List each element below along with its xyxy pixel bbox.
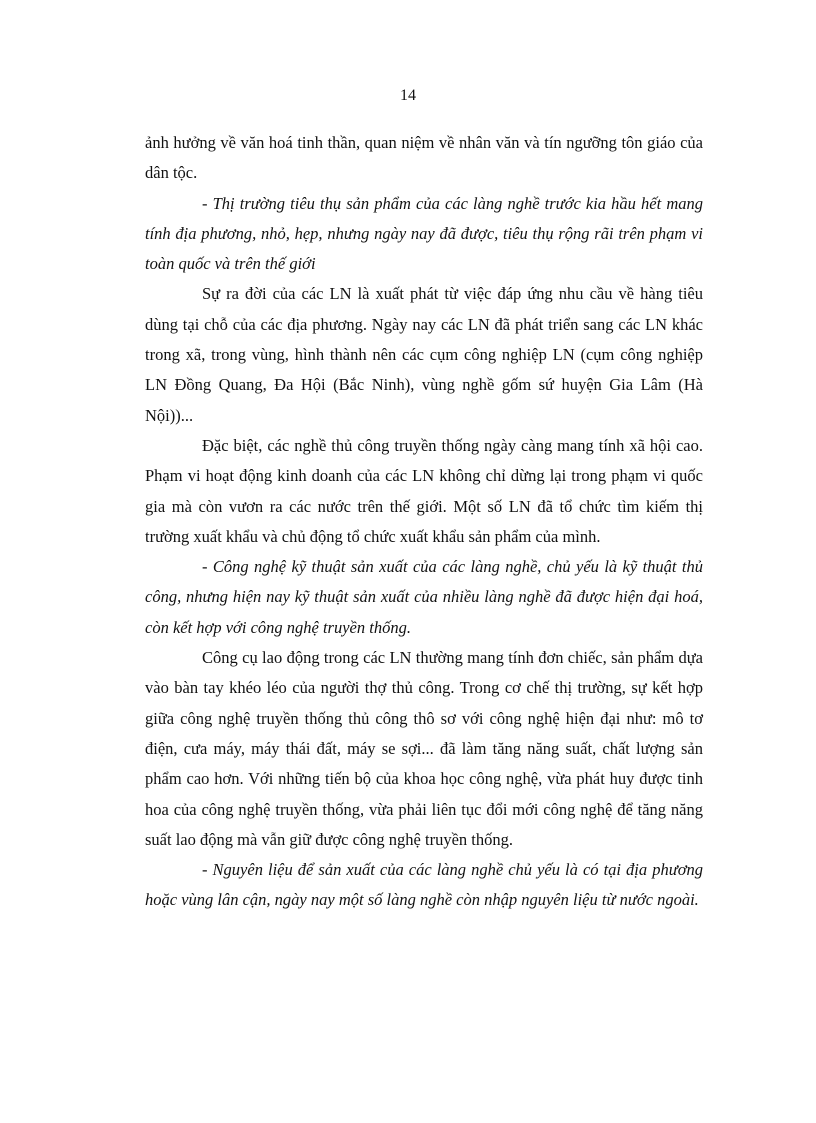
document-body bbox=[145, 128, 703, 916]
paragraph-continuation: ảnh hưởng về văn hoá tinh thần, quan niệm về nhân văn và tín ngưỡng tôn giáo của dân tộc. bbox=[145, 133, 703, 183]
paragraph-social: Đặc biệt, các nghề thủ công truyền thống ngày càng mang tính xã hội cao. Phạm vi hoạt động kinh doanh của các LN không chỉ dừng lại trong phạm vi quốc gia mà còn vươn ra các nước trên thế giới. Một số LN đã tổ chức tìm kiếm thị trường xuất khẩu và chủ động tổ chức xuất khẩu sản phẩm của mình. bbox=[145, 435, 703, 546]
paragraph-origin: Sự ra đời của các LN là xuất phát từ việc đáp ứng nhu cầu về hàng tiêu dùng tại chỗ của các địa phương. Ngày nay các LN đã phát triển sang các LN khác trong xã, trong vùng, hình thành nên các cụm công nghiệp LN (cụm công nghiệp LN Đồng Quang, Đa Hội (Bắc Ninh), vùng nghề gốm sứ huyện Gia Lâm (Hà Nội))... bbox=[145, 284, 703, 425]
paragraph-tools: Công cụ lao động trong các LN thường mang tính đơn chiếc, sản phẩm dựa vào bàn tay khéo léo của người thợ thủ công. Trong cơ chế thị trường, sự kết hợp giữa công nghệ truyền thống thủ công thô sơ với công nghệ hiện đại như: mô tơ điện, cưa máy, máy thái đất, máy se sợi... đã làm tăng năng suất, chất lượng sản phẩm cao hơn. Với những tiến bộ của khoa học công nghệ, vừa phát huy được tinh hoa của công nghệ truyền thống, vừa phải liên tục đổi mới công nghệ để tăng năng suất lao động mà vẫn giữ được công nghệ truyền thống. bbox=[145, 648, 703, 849]
page-number: 14 bbox=[400, 87, 416, 104]
paragraph-market-heading: - Thị trường tiêu thụ sản phẩm của các làng nghề trước kia hầu hết mang tính địa phương, nhỏ, hẹp, nhưng ngày nay đã được, tiêu thụ rộng rãi trên phạm vi toàn quốc và trên thế giới bbox=[145, 193, 703, 274]
paragraph-materials-heading: - Nguyên liệu để sản xuất của các làng nghề chủ yếu là có tại địa phương hoặc vùng lân cận, ngày nay một số làng nghề còn nhập nguyên liệu từ nước ngoài. bbox=[145, 860, 703, 910]
paragraph-technology-heading: - Công nghệ kỹ thuật sản xuất của các làng nghề, chủ yếu là kỹ thuật thủ công, nhưng hiện nay kỹ thuật sản xuất của nhiều làng nghề đã được hiện đại hoá, còn kết hợp với công nghệ truyền thống. bbox=[145, 557, 703, 637]
